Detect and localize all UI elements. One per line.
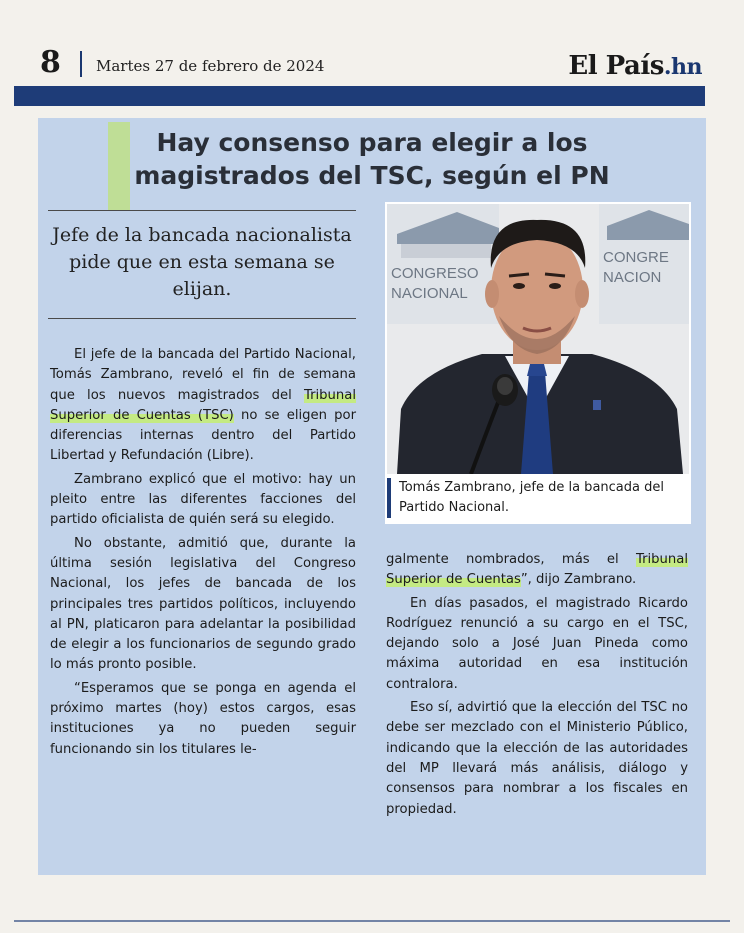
speaker-photo: [387, 204, 689, 474]
logo-main: El País: [568, 51, 664, 81]
paragraph: En días pasados, el magistrado Ricardo Rodríguez renunció a su cargo en el TSC, dejando solo a José Juan Pineda como máxima autoridad en esa institución contralora.: [386, 595, 688, 692]
headline-line-1: Hay consenso para elegir a los: [156, 128, 588, 157]
headline-line-2: magistrados del TSC, según el PN: [134, 161, 610, 190]
publication-date: Martes 27 de febrero de 2024: [96, 57, 325, 75]
paragraph: No obstante, admitió que, durante la última sesión legislativa del Congreso Nacional, los jefes de bancada de los principales tres partidos políticos, incluyendo al PN, platicaron para adelantar la posibilidad de elegir a los funcionarios de segundo grado lo más pronto posible.: [50, 535, 356, 673]
deck-subtitle: Jefe de la bancada nacionalista pide que en esta semana se elijan.: [52, 224, 352, 300]
sign-text: NACIONAL: [391, 285, 468, 302]
paragraph: El jefe de la bancada del Partido Nacional, Tomás Zambrano, reveló el fin de semana que los nuevos magistrados del Tribunal Superior de Cuentas (TSC) no se eligen por diferencias internas dentro del Partido Libertad y Refundación (Libre).: [50, 347, 356, 464]
caption-accent-bar: [387, 478, 391, 518]
article-column-right: [386, 550, 688, 823]
header-color-bar: [14, 86, 705, 106]
deck-top-rule: [48, 210, 356, 211]
paragraph: Zambrano explicó que el motivo: hay un pleito entre las diferentes facciones del partido oficialista de quién será su elegido.: [50, 471, 356, 528]
paragraph: Eso sí, advirtió que la elección del TSC no debe ser mezclado con el Ministerio Público, indicando que la elección de las autoridades del MP llevará más análisis, diálogo y consensos para nombrar a los fiscales en propiedad.: [386, 700, 688, 817]
paragraph: “Esperamos que se ponga en agenda el próximo martes (hoy) estos cargos, esas instituciones ya no pueden seguir funcionando sin los titulares le-: [50, 680, 356, 757]
newspaper-logo: [568, 51, 702, 81]
photo-box: [385, 202, 691, 524]
highlighted-text: Tribunal Superior de Cuentas: [386, 552, 688, 588]
sign-text: CONGRESO: [391, 265, 479, 282]
page-number: 8: [40, 45, 61, 80]
deck-bottom-rule: [48, 318, 356, 319]
article-panel: [38, 118, 706, 875]
article-column-left: [50, 345, 356, 763]
header-divider: [80, 51, 82, 77]
headline: [38, 126, 706, 192]
sign-text: CONGRE: [603, 249, 669, 266]
highlighted-text: Tribunal Superior de Cuentas (TSC): [50, 387, 356, 423]
page-header: [40, 45, 710, 89]
paragraph: galmente nombrados, más el Tribunal Superior de Cuentas”, dijo Zambrano.: [386, 552, 688, 588]
page-bottom-rule: [14, 920, 730, 922]
photo-caption: Tomás Zambrano, jefe de la bancada del Partido Nacional.: [399, 480, 664, 515]
sign-text: NACION: [603, 269, 662, 286]
logo-suffix: .hn: [663, 54, 702, 80]
